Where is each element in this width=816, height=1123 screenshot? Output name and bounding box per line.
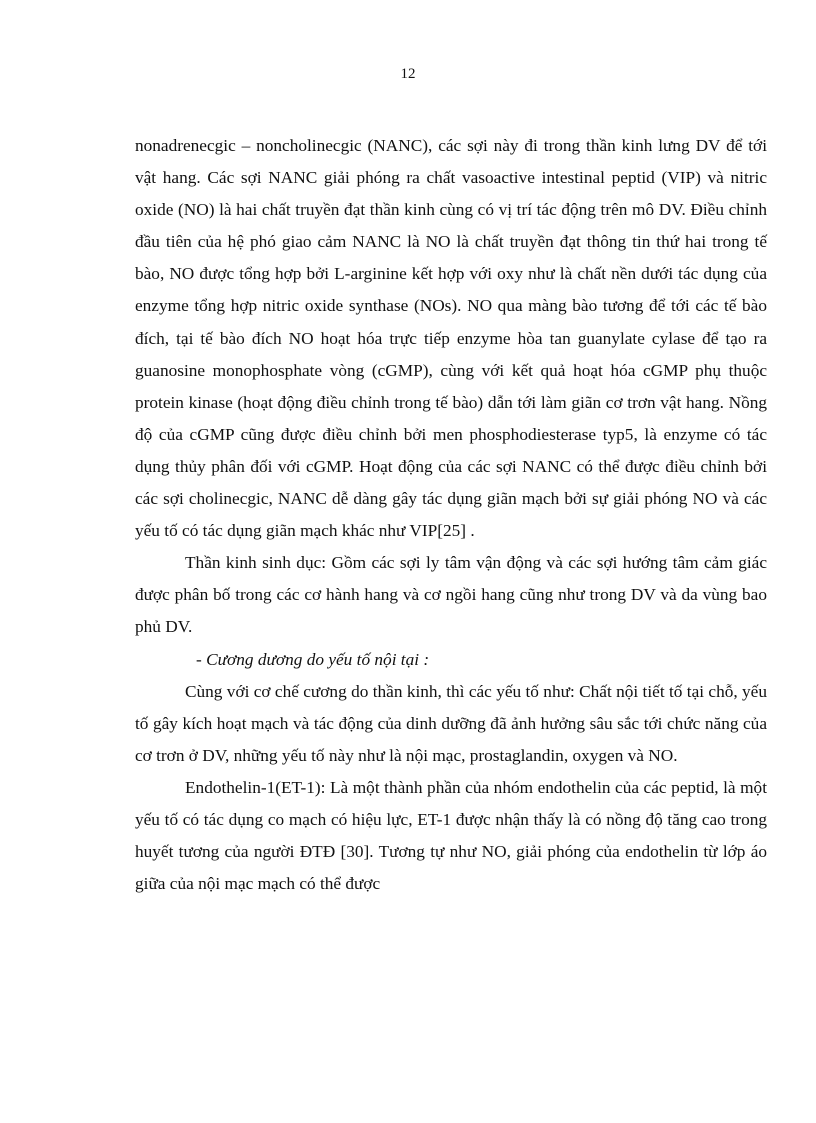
paragraph-nanc-fibers: nonadrenecgic – noncholinecgic (NANC), các sợi này đi trong thần kinh lưng DV để tới vật hang. Các sợi NANC giải phóng ra chất vasoactive intestinal peptid (VIP) và nitric oxide (NO) là hai chất truyền đạt thần kinh cùng có vị trí tác động trên mô DV. Điều chỉnh đầu tiên của hệ phó giao cảm NANC là NO là chất truyền đạt thông tin thứ hai trong tế bào, NO được tổng hợp bởi L-arginine kết hợp với oxy như là chất nền dưới tác dụng của enzyme tổng hợp nitric oxide synthase (NOs). NO qua màng bào tương để tới các tế bào đích, tại tế bào đích NO hoạt hóa trực tiếp enzyme hòa tan guanylate cylase để tạo ra guanosine monophosphate vòng (cGMP), cùng với kết quả hoạt hóa cGMP phụ thuộc protein kinase (hoạt động điều chỉnh trong tế bào) dẫn tới làm giãn cơ trơn vật hang. Nồng độ của cGMP cũng được điều chỉnh bởi men phosphodiesterase typ5, là enzyme có tác dụng thủy phân đối với cGMP. Hoạt động của các sợi NANC có thể được điều chỉnh bởi các sợi cholinecgic, NANC dễ dàng gây tác dụng giãn mạch bởi sự giải phóng NO và các yếu tố có tác dụng giãn mạch khác như VIP[25] . (135, 136, 767, 541)
paragraph-genital-nerves: Thần kinh sinh dục: Gồm các sợi ly tâm vận động và các sợi hướng tâm cảm giác được phân bố trong các cơ hành hang và cơ ngồi hang cũng như trong DV và da vùng bao phủ DV. (135, 553, 767, 637)
paragraph-endothelin: Endothelin-1(ET-1): Là một thành phần của nhóm endothelin của các peptid, là một yếu tố có tác dụng co mạch có hiệu lực, ET-1 được nhận thấy là có nồng độ tăng cao trong huyết tương của người ĐTĐ [30]. Tương tự như NO, giải phóng của endothelin từ lớp áo giữa của nội mạc mạch có thể được (135, 777, 767, 894)
section-heading-intrinsic-erection: - Cương dương do yếu tố nội tại : (196, 649, 430, 669)
page-number: 12 (400, 66, 416, 82)
paragraph-intrinsic-factors: Cùng với cơ chế cương do thần kinh, thì các yếu tố như: Chất nội tiết tố tại chỗ, yếu tố gây kích hoạt mạch và tác động của dinh dưỡng đã ảnh hưởng sâu sắc tới chức năng của cơ trơn ở DV, những yếu tố này như là nội mạc, prostaglandin, oxygen và NO. (135, 681, 767, 765)
document-body (135, 130, 767, 900)
